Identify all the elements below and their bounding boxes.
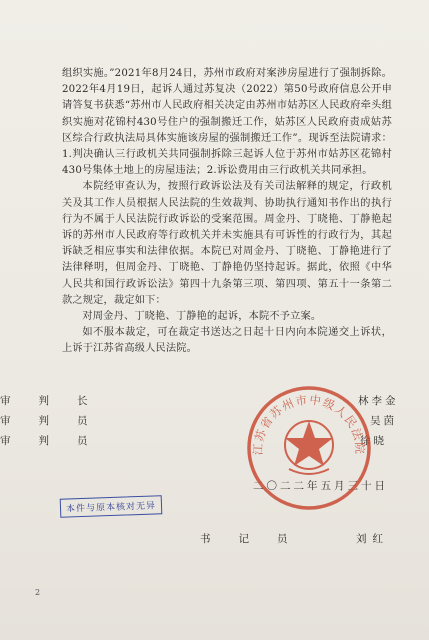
paragraph-ruling: 对周金丹、丁晓艳、丁静艳的起诉，本院不予立案。 xyxy=(82,311,322,323)
paragraph-appeal: 如不服本裁定，可在裁定书送达之日起十日内向本院递交上诉状，上诉于江苏省高级人民法院。 xyxy=(62,327,392,355)
signature-role: 审判员 xyxy=(0,415,116,427)
clerk-name: 刘红 xyxy=(356,533,389,545)
clerk-role: 书记员 xyxy=(200,533,316,545)
signature-name: 吴茵 xyxy=(370,415,397,427)
page-number: 2 xyxy=(35,588,41,597)
paragraph-reasoning: 本院经审查认为，按照行政诉讼法及有关司法解释的规定，行政机关及其工作人员根据人民法院的生效裁判、协助执行通知书作出的执行行为不属于人民法院行政诉讼的受案范围。周金丹、丁晓艳、丁静艳起诉的苏州市人民政府等行政机关并未实施具有可诉性的行政行为，其起诉缺乏相应事实和法律依据。本院已对周金丹、丁晓艳、丁静艳进行了法律释明，但周金丹、丁晓艳、丁静艳仍坚持起诉。据此，依照《中华人民共和国行政诉讼法》第四十九条第三项、第四项、第五十一条第二款之规定，裁定如下： xyxy=(62,181,392,306)
signature-name: 林李金 xyxy=(358,395,399,407)
paragraph-facts: 组织实施。”2021年8月24日，苏州市政府对案涉房屋进行了强制拆除。2022年4月19日，起诉人通过苏复决（2022）第50号政府信息公开申请答复书获悉“苏州市人民政府相关决定由苏州市姑苏区人民政府牵头组织实施对花锦村430号住户的强制搬迁工作，姑苏区人民政府责成姑苏区综合行政执法局具体实施该房屋的强制搬迁工作”。现诉至法院请求：1.判决确认三行政机关共同强制拆除三起诉人位于苏州市姑苏区花锦村430号集体土地上的房屋违法；2.诉讼费用由三行政机关共同承担。 xyxy=(62,68,392,177)
signature-role: 审判长 xyxy=(0,395,116,407)
seal-text: 江苏省苏州市中级人民法院 xyxy=(250,392,368,456)
certified-copy-stamp: 本件与原本核对无异 xyxy=(60,495,163,518)
court-seal-icon xyxy=(244,383,374,513)
ruling-body xyxy=(62,66,392,358)
signature-name: 徐晓 xyxy=(360,435,387,447)
ruling-date: 二〇二二年五月三十日 xyxy=(253,480,388,492)
signature-role: 审判员 xyxy=(0,435,116,447)
